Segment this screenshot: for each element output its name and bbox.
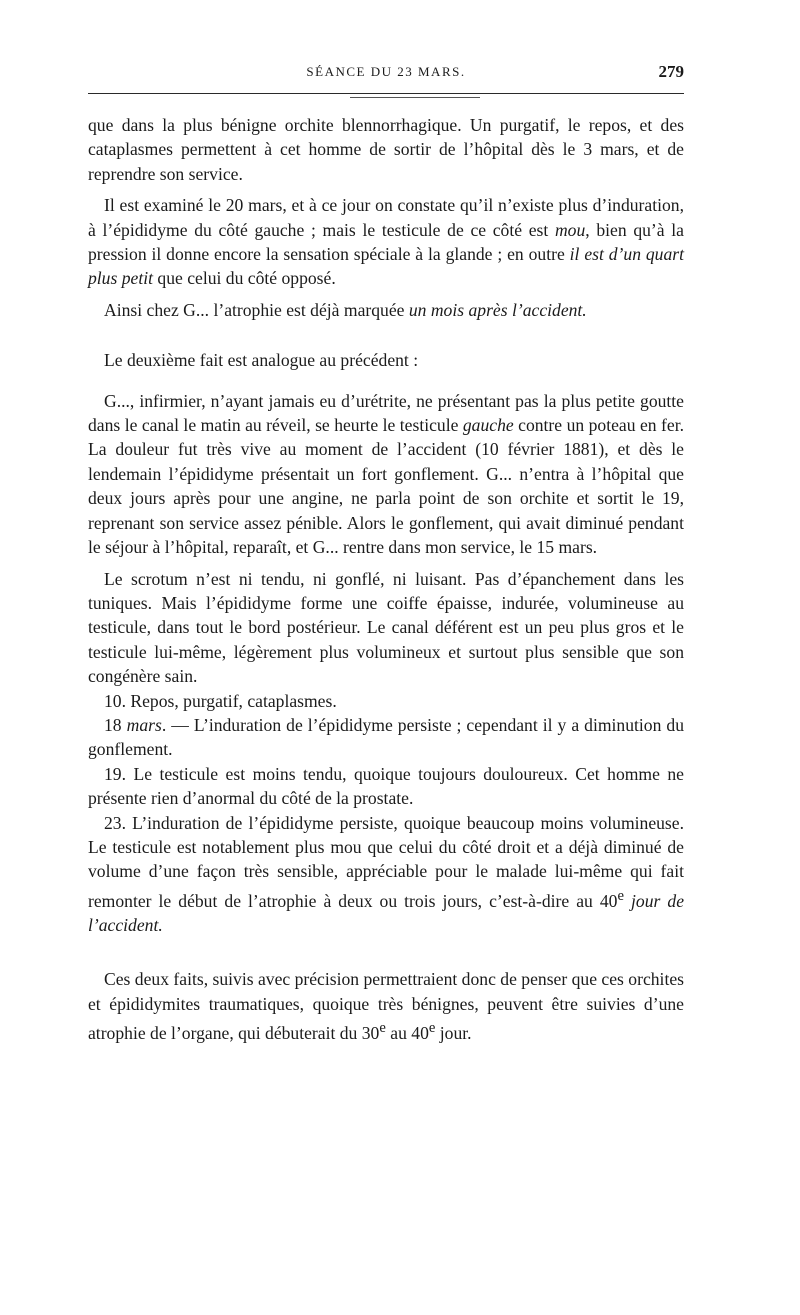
paragraph-1: que dans la plus bénigne orchite blennorrhagique. Un purgatif, le repos, et des cataplasmes permettent à cet homme de sortir de l’hôpital dès le 3 mars, et de reprendre son service. (88, 115, 684, 184)
paragraph-7: 10. Repos, purgatif, cataplasmes. (104, 690, 337, 711)
header-rule-secondary (350, 97, 480, 98)
paragraph-6: Le scrotum n’est ni tendu, ni gonflé, ni luisant. Pas d’épanchement dans les tuniques. Mais l’épididyme forme une coiffe épaisse, indurée, volumineuse au testicule, dans tout le bord postérieur. Le canal déférent est un peu plus gros et le testicule lui-même, légèrement plus volumineux et surtout plus sensible que son congénère sain. (88, 568, 684, 687)
body-text (88, 113, 684, 1046)
page-number: 279 (658, 62, 684, 81)
paragraph-10: 23. L’induration de l’épididyme persiste, quoique beaucoup moins volumineuse. Le testicule est notablement plus mou que celui du côté droit et a déjà diminué de volume d’une façon très sensible, appréciable pour le malade lui-même qui fait remonter le début de l’atrophie à deux ou trois jours, c’est-à-dire au 40e jour de l’accident. (88, 812, 685, 936)
paragraph-3: Ainsi chez G... l’atrophie est déjà marquée un mois après l’accident. (104, 299, 587, 320)
paragraph-5: G..., infirmier, n’ayant jamais eu d’urétrite, ne présentant pas la plus petite goutte dans le canal le matin au réveil, se heurte le testicule gauche contre un poteau en fer. La douleur fut très vive au moment de l’accident (10 février 1881), et dès le lendemain l’épididyme présentait un fort gonflement. G... n’entra à l’hôpital que deux jours après pour une angine, ne parla point de son orchite et sortit le 19, reprenant son service assez pénible. Alors le gonflement, qui avait diminué pendant le séjour à l’hôpital, reparaît, et G... rentre dans mon service, le 15 mars. (88, 390, 684, 558)
paragraph-4: Le deuxième fait est analogue au précédent : (104, 350, 419, 371)
header-title: SÉANCE DU 23 MARS. (306, 64, 466, 79)
running-header (88, 62, 684, 86)
paragraph-11: Ces deux faits, suivis avec précision permettraient donc de penser que ces orchites et épididymites traumatiques, quoique très bénignes, peuvent être suivies d’une atrophie de l’organe, qui débuterait du 30e au 40e jour. (88, 969, 684, 1044)
paragraph-9: 19. Le testicule est moins tendu, quoique toujours douloureux. Cet homme ne présente rien d’anormal du côté de la prostate. (88, 763, 684, 809)
paragraph-8: 18 mars. — L’induration de l’épididyme persiste ; cependant il y a diminution du gonflement. (88, 714, 684, 760)
header-rule (88, 93, 684, 94)
paragraph-2: Il est examiné le 20 mars, et à ce jour on constate qu’il n’existe plus d’induration, à l’épididyme du côté gauche ; mais le testicule de ce côté est mou, bien qu’à la pression il donne encore la sensation spéciale à la glande ; en outre il est d’un quart plus petit que celui du côté opposé. (88, 195, 684, 289)
